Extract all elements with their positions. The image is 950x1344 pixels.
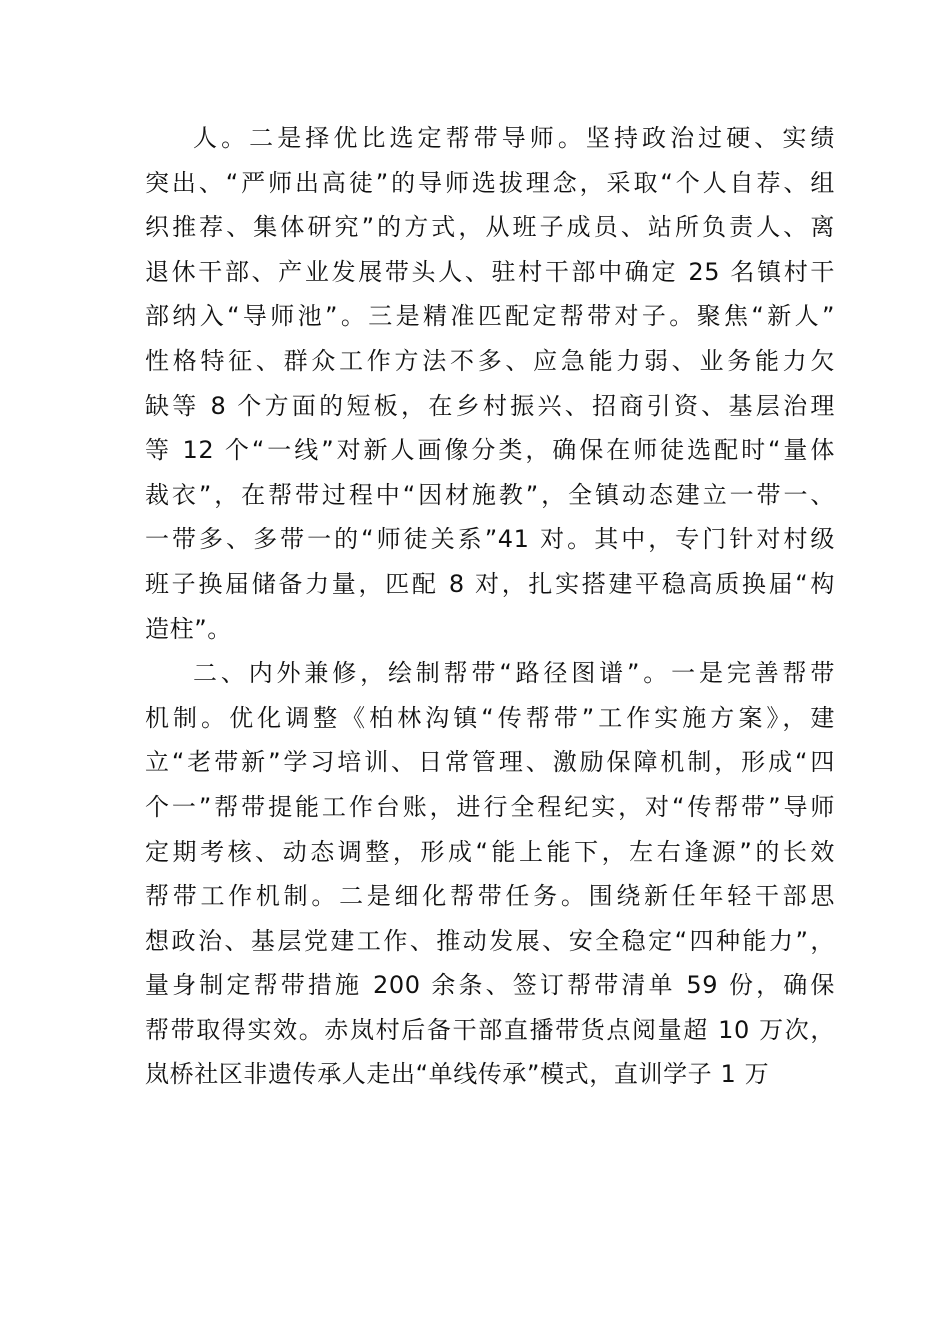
text-line: 量身制定帮带措施 200 余条、签订帮带清单 59 份，确保 <box>145 971 835 1000</box>
text-line: 一带多、多带一的“师徒关系”41 对。其中，专门针对村级 <box>145 525 835 554</box>
text-line: 想政治、基层党建工作、推动发展、安全稳定“四种能力”， <box>145 926 835 955</box>
text-line: 班子换届储备力量，匹配 8 对，扎实搭建平稳高质换届“构 <box>145 569 835 598</box>
body-text <box>145 116 835 1097</box>
text-line: 机制。优化调整《柏林沟镇“传帮带”工作实施方案》，建 <box>145 703 835 732</box>
text-line: 缺等 8 个方面的短板，在乡村振兴、招商引资、基层治理 <box>145 391 835 420</box>
text-line: 等 12 个“一线”对新人画像分类，确保在师徒选配时“量体 <box>145 436 835 465</box>
text-line: 个一”帮带提能工作台账，进行全程纪实，对“传帮带”导师 <box>145 792 835 821</box>
text-line: 岚桥社区非遗传承人走出“单线传承”模式，直训学子 1 万 <box>145 1060 770 1089</box>
text-line: 帮带工作机制。二是细化帮带任务。围绕新任年轻干部思 <box>145 882 835 911</box>
text-line: 织推荐、集体研究”的方式，从班子成员、站所负责人、离 <box>145 213 835 242</box>
text-line: 部纳入“导师池”。三是精准匹配定帮带对子。聚焦“新人” <box>145 302 835 331</box>
text-line: 定期考核、动态调整，形成“能上能下，左右逢源”的长效 <box>145 837 835 866</box>
text-line: 突出、“严师出高徒”的导师选拔理念，采取“个人自荐、组 <box>145 168 835 197</box>
text-line: 帮带取得实效。赤岚村后备干部直播带货点阅量超 10 万次， <box>145 1015 835 1044</box>
text-line: 造柱”。 <box>145 614 232 643</box>
section-heading-line: 二、内外兼修，绘制帮带“路径图谱”。一是完善帮带 <box>193 659 835 688</box>
text-line: 性格特征、群众工作方法不多、应急能力弱、业务能力欠 <box>145 346 835 375</box>
text-line: 人。二是择优比选定帮带导师。坚持政治过硬、实绩 <box>193 124 835 152</box>
text-line: 立“老带新”学习培训、日常管理、激励保障机制，形成“四 <box>145 748 835 777</box>
text-line: 退休干部、产业发展带头人、驻村干部中确定 25 名镇村干 <box>145 257 835 286</box>
text-line: 裁衣”，在帮带过程中“因材施教”，全镇动态建立一带一、 <box>145 480 835 509</box>
